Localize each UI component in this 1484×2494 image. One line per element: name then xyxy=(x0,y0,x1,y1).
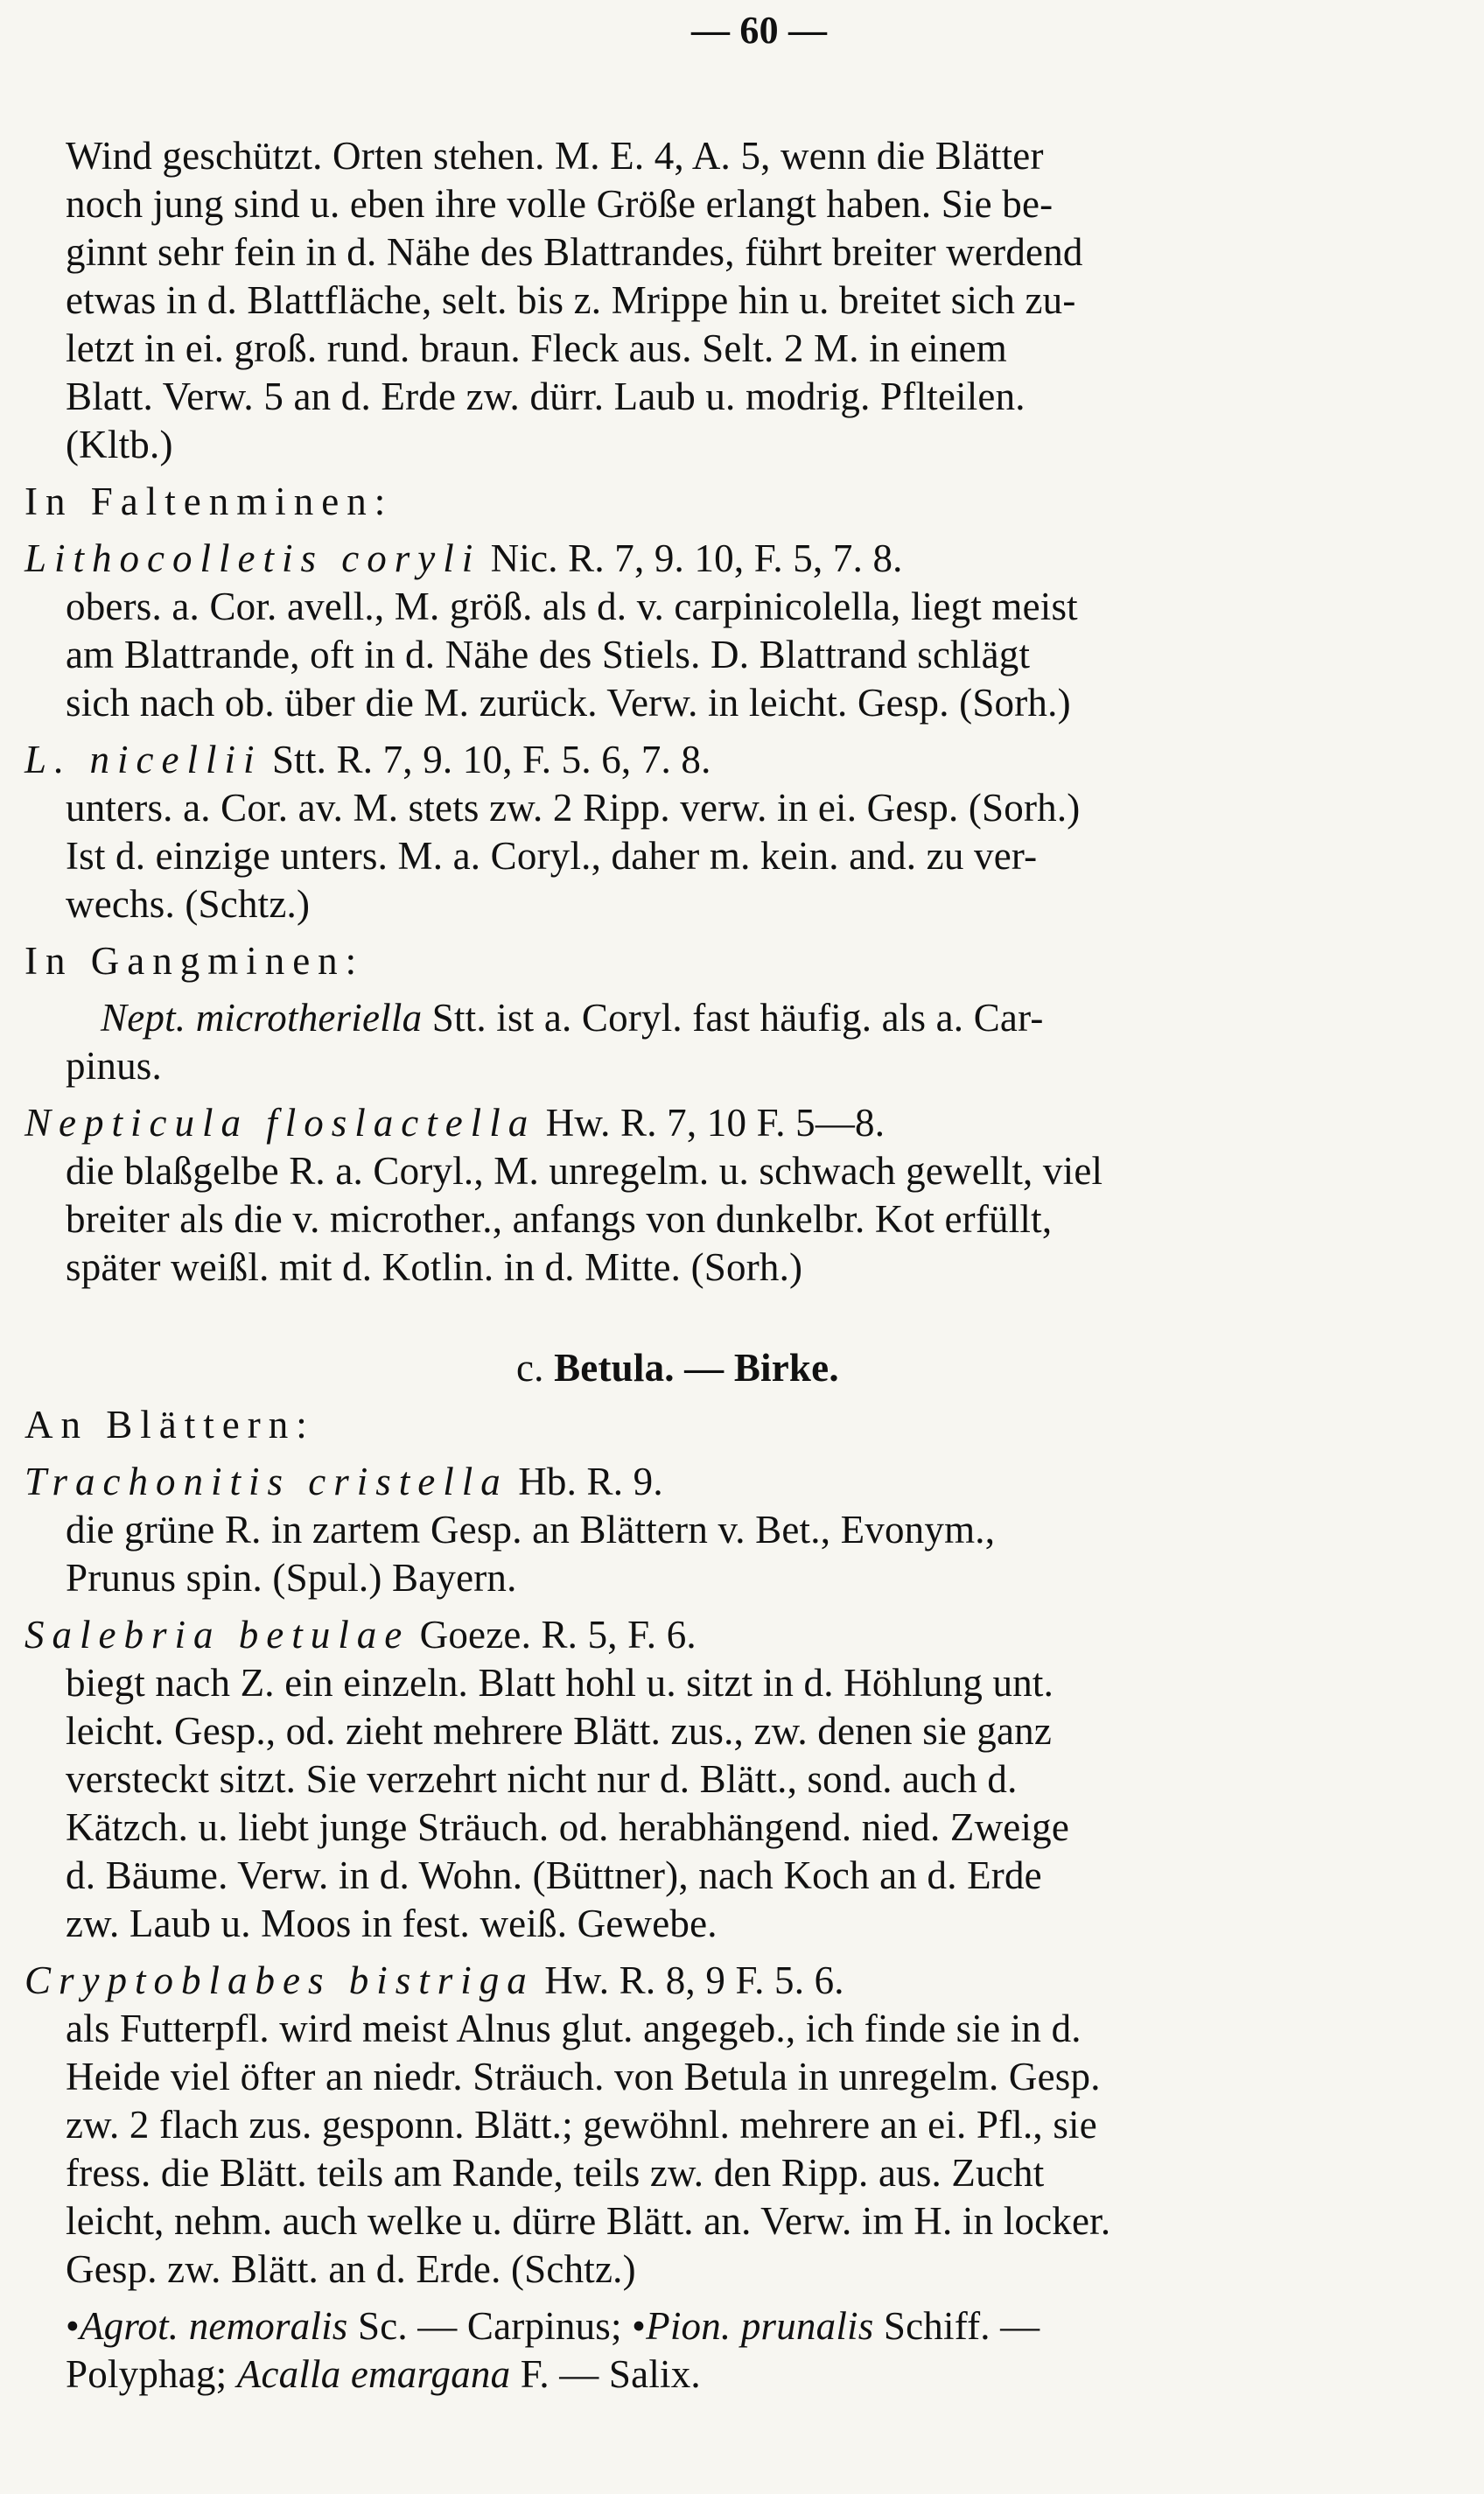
text-line xyxy=(66,2350,701,2399)
text-segment: noch jung sind u. eben ihre volle Größe erlangt haben. Sie be- xyxy=(66,182,1054,226)
text-line xyxy=(66,179,1053,228)
text-line xyxy=(66,324,1007,373)
text-line xyxy=(24,1956,844,2005)
species-name: Acalla emargana xyxy=(236,2352,511,2396)
text-line xyxy=(66,2052,1101,2101)
text-segment: die blaßgelbe R. a. Coryl., M. unregelm. u. schwach gewellt, viel xyxy=(66,1149,1103,1193)
text-segment: obers. a. Cor. avell., M. größ. als d. v. carpinicolella, liegt meist xyxy=(66,585,1078,628)
text-line xyxy=(66,1553,517,1602)
text-line xyxy=(66,1706,1052,1755)
text-segment: c. xyxy=(516,1346,555,1390)
species-name: Pion. prunalis xyxy=(646,2304,874,2348)
text-line xyxy=(66,2245,636,2294)
text-segment: zw. Laub u. Moos in fest. weiß. Gewebe. xyxy=(66,1902,718,1945)
text-line xyxy=(66,2301,1040,2350)
text-line xyxy=(66,1194,1052,1243)
text-segment: versteckt sitzt. Sie verzehrt nicht nur d. Blätt., sond. auch d. xyxy=(66,1757,1018,1801)
text-segment: fress. die Blätt. teils am Rande, teils zw. den Ripp. aus. Zucht xyxy=(66,2151,1045,2195)
text-line xyxy=(101,993,1044,1042)
text-segment: Goeze. R. 5, F. 6. xyxy=(410,1613,696,1657)
text-segment: wechs. (Schtz.) xyxy=(66,882,311,926)
text-segment: zw. 2 flach zus. gesponn. Blätt.; gewöhnl. mehrere an ei. Pfl., sie xyxy=(66,2103,1097,2147)
text-segment: letzt in ei. groß. rund. braun. Fleck aus. Selt. 2 M. in einem xyxy=(66,326,1007,370)
text-line xyxy=(66,630,1030,679)
text-line xyxy=(516,1343,839,1392)
text-line xyxy=(66,2196,1110,2245)
species-name: Trachonitis cristella xyxy=(24,1460,508,1503)
text-segment: Hb. R. 9. xyxy=(508,1460,663,1503)
text-line xyxy=(24,1098,885,1147)
text-line xyxy=(66,1658,1054,1707)
text-line xyxy=(66,1505,995,1554)
text-line xyxy=(66,420,173,469)
page-number xyxy=(691,5,827,55)
species-name: Agrot. nemoralis xyxy=(79,2304,348,2348)
text-segment: später weißl. mit d. Kotlin. in d. Mitte. (Sorh.) xyxy=(66,1245,803,1289)
text-segment: — 60 — xyxy=(691,9,828,52)
text-segment: (Kltb.) xyxy=(66,423,173,466)
text-segment: unters. a. Cor. av. M. stets zw. 2 Ripp. verw. in ei. Gesp. (Sorh.) xyxy=(66,786,1081,830)
text-line xyxy=(66,1899,718,1948)
species-name: L. nicellii xyxy=(24,738,262,781)
text-line xyxy=(24,936,364,985)
text-line xyxy=(66,678,1071,727)
section-heading: In Gangminen: xyxy=(24,939,365,983)
text-segment: Stt. ist a. Coryl. fast häufig. als a. Car- xyxy=(422,996,1044,1040)
text-line xyxy=(66,131,1044,180)
text-segment: Nic. R. 7, 9. 10, F. 5, 7. 8. xyxy=(480,536,903,580)
text-segment: Gesp. zw. Blätt. an d. Erde. (Schtz.) xyxy=(66,2247,636,2291)
text-line xyxy=(66,372,1026,421)
text-segment: Blatt. Verw. 5 an d. Erde zw. dürr. Laub u. modrig. Pflteilen. xyxy=(66,375,1026,418)
text-line xyxy=(24,735,711,784)
text-segment: pinus. xyxy=(66,1044,162,1088)
text-segment: Wind geschützt. Orten stehen. M. E. 4, A. 5, wenn die Blätter xyxy=(66,134,1044,178)
section-title: Betula. — Birke. xyxy=(554,1346,839,1390)
text-segment: Heide viel öfter an niedr. Sträuch. von Betula in unregelm. Gesp. xyxy=(66,2055,1101,2098)
text-segment: Prunus spin. (Spul.) Bayern. xyxy=(66,1556,517,1600)
text-segment: Hw. R. 8, 9 F. 5. 6. xyxy=(534,1958,844,2002)
text-line xyxy=(66,831,1037,880)
species-name: Salebria betulae xyxy=(24,1613,410,1657)
text-line xyxy=(66,1803,1069,1852)
text-line xyxy=(66,1755,1018,1804)
text-line xyxy=(24,534,903,583)
text-line xyxy=(24,1400,315,1449)
text-segment: Hw. R. 7, 10 F. 5—8. xyxy=(536,1101,886,1145)
text-line xyxy=(66,276,1076,325)
text-line xyxy=(66,1146,1102,1195)
text-line xyxy=(66,582,1078,631)
species-name: Nepticula floslactella xyxy=(24,1101,536,1145)
text-line xyxy=(24,1610,696,1659)
text-segment: Ist d. einzige unters. M. a. Coryl., daher m. kein. and. zu ver- xyxy=(66,834,1038,878)
text-segment: • xyxy=(66,2304,80,2348)
text-segment: am Blattrande, oft in d. Nähe des Stiels. D. Blattrand schlägt xyxy=(66,633,1031,676)
text-segment: Kätzch. u. liebt junge Sträuch. od. herabhängend. nied. Zweige xyxy=(66,1805,1070,1849)
text-segment: Schiff. — xyxy=(873,2304,1040,2348)
section-heading: In Faltenminen: xyxy=(24,480,394,523)
text-segment: Sc. — Carpinus; • xyxy=(347,2304,647,2348)
text-segment: leicht. Gesp., od. zieht mehrere Blätt. zus., zw. denen sie ganz xyxy=(66,1709,1052,1753)
text-segment: ginnt sehr fein in d. Nähe des Blattrandes, führt breiter werdend xyxy=(66,230,1083,274)
text-line xyxy=(24,477,393,526)
text-line xyxy=(66,1851,1042,1900)
text-segment: die grüne R. in zartem Gesp. an Blättern v. Bet., Evonym., xyxy=(66,1508,996,1552)
text-line xyxy=(66,228,1083,277)
text-line xyxy=(24,1457,663,1506)
text-segment: F. — Salix. xyxy=(510,2352,701,2396)
text-segment: biegt nach Z. ein einzeln. Blatt hohl u. sitzt in d. Höhlung unt. xyxy=(66,1661,1054,1705)
text-segment: Polyphag; xyxy=(66,2352,237,2396)
text-line xyxy=(66,1243,802,1292)
species-name: Lithocolletis coryli xyxy=(24,536,481,580)
text-segment: d. Bäume. Verw. in d. Wohn. (Büttner), nach Koch an d. Erde xyxy=(66,1853,1042,1897)
species-name: Nept. microtheriella xyxy=(101,996,423,1040)
text-line xyxy=(66,879,310,928)
text-segment: Stt. R. 7, 9. 10, F. 5. 6, 7. 8. xyxy=(262,738,711,781)
text-segment: als Futterpfl. wird meist Alnus glut. angegeb., ich finde sie in d. xyxy=(66,2007,1082,2050)
text-line xyxy=(66,2004,1082,2053)
text-line xyxy=(66,2148,1044,2197)
text-line xyxy=(66,2100,1097,2149)
text-segment: breiter als die v. microther., anfangs von dunkelbr. Kot erfüllt, xyxy=(66,1197,1053,1241)
text-line xyxy=(66,783,1080,832)
text-line xyxy=(66,1041,162,1090)
section-heading: An Blättern: xyxy=(24,1403,315,1447)
species-name: Cryptoblabes bistriga xyxy=(24,1958,535,2002)
text-segment: leicht, nehm. auch welke u. dürre Blätt. an. Verw. im H. in locker. xyxy=(66,2199,1111,2243)
text-segment: etwas in d. Blattfläche, selt. bis z. Mrippe hin u. breitet sich zu- xyxy=(66,278,1076,322)
text-segment: sich nach ob. über die M. zurück. Verw. in leicht. Gesp. (Sorh.) xyxy=(66,681,1071,725)
